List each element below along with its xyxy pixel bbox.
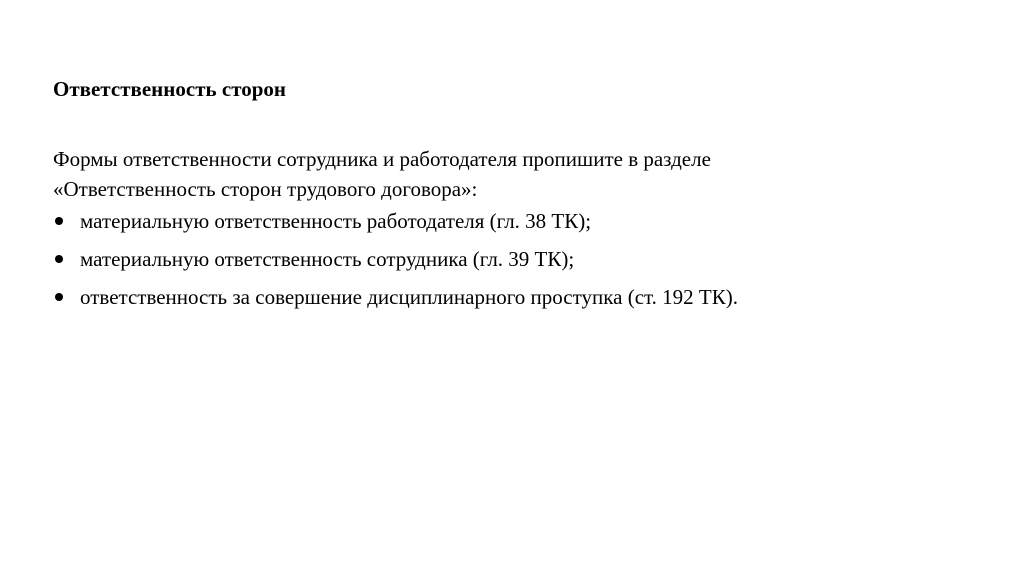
list-item [53,282,993,312]
intro-line: «Ответственность сторон трудового договора»: [53,177,478,201]
bullet-icon [55,255,63,263]
intro-paragraph [53,144,993,204]
list-item-text: материальную ответственность работодателя (гл. 38 ТК); [80,209,592,233]
list-item-text: материальную ответственность сотрудника (гл. 39 ТК); [80,247,575,271]
responsibility-list [53,206,993,312]
bullet-icon [55,293,63,301]
list-item [53,206,993,236]
section-title: Ответственность сторон [53,77,287,101]
list-item [53,244,993,274]
list-item-text: ответственность за совершение дисциплинарного проступка (ст. 192 ТК). [80,285,738,309]
bullet-icon [55,217,63,225]
document-body [53,74,993,312]
intro-line: Формы ответственности сотрудника и работодателя пропишите в разделе [53,147,711,171]
